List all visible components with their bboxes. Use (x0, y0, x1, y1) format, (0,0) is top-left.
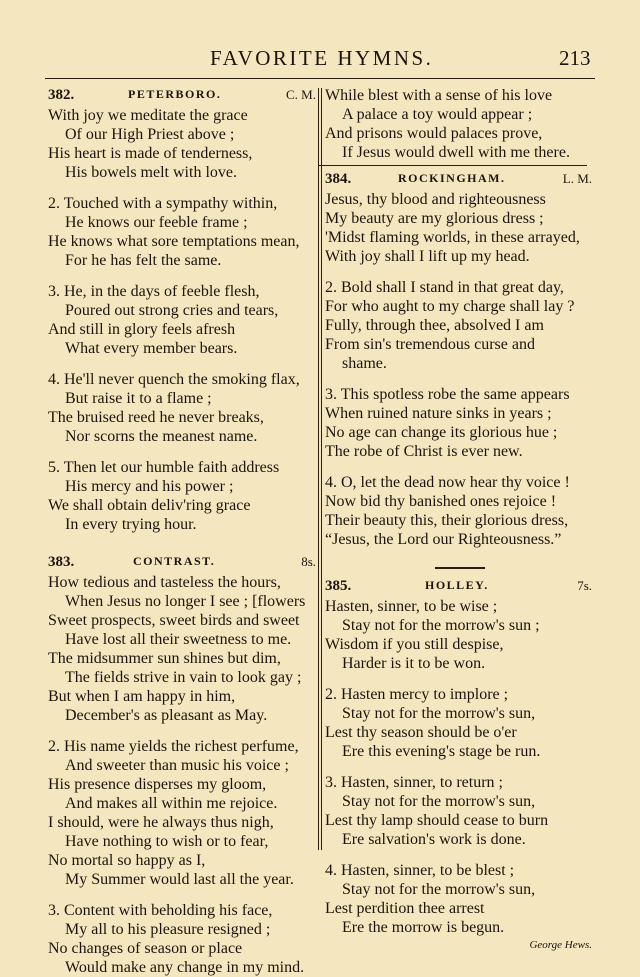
hymn-separator (48, 534, 316, 553)
hymn-line: With joy we meditate the grace (48, 107, 248, 124)
hymn-line: And still in glory feels afresh (48, 321, 236, 338)
hymn-line: When Jesus no longer I see ; [flowers (65, 593, 306, 610)
hymn-line: 3. He, in the days of feeble flesh, (48, 283, 260, 300)
hymn-line: Ere the morrow is begun. (342, 919, 505, 936)
page-title: FAVORITE HYMNS. (210, 46, 434, 70)
hymn-line: And sweeter than music his voice ; (65, 757, 289, 774)
hymn-line: The midsummer sun shines but dim, (48, 650, 281, 667)
hymn-line: Would make any change in my mind. (65, 959, 305, 976)
tune-name: HOLLEY. (425, 578, 489, 592)
hymn-line: His presence disperses my gloom, (48, 776, 267, 793)
right-column (325, 86, 592, 953)
stanza-gap (48, 725, 316, 737)
stanza (325, 385, 592, 461)
hymn-line: My Summer would last all the year. (65, 871, 294, 888)
hymn-line: 2. Hasten mercy to implore ; (325, 686, 509, 703)
hymn-line: 3. Hasten, sinner, to return ; (325, 774, 503, 791)
stanza-gap (325, 266, 592, 278)
hymn-line: And prisons would palaces prove, (325, 125, 543, 142)
meter-label: C. M. (286, 87, 316, 102)
hymn-line: Ere this evening's stage be run. (342, 743, 541, 760)
stanza (325, 190, 592, 266)
stanza (325, 861, 592, 937)
hymn-line: Harder is it to be won. (342, 655, 486, 672)
hymn-heading (48, 86, 316, 106)
hymn-line: His bowels melt with love. (65, 164, 237, 181)
hymn-line: 4. He'll never quench the smoking flax, (48, 371, 300, 388)
hymn-line: I should, were he always thus nigh, (48, 814, 274, 831)
hymn-line: Stay not for the morrow's sun, (342, 793, 536, 810)
stanza-gap (325, 673, 592, 685)
stanza-gap (325, 373, 592, 385)
hymn-number: 383. (48, 554, 75, 570)
stanza (48, 737, 316, 889)
hymn-line: Have nothing to wish or to fear, (65, 833, 269, 850)
page-header (0, 46, 640, 72)
hymn-line: shame. (342, 355, 387, 372)
page-number: 213 (559, 46, 591, 70)
hymn-line: My all to his pleasure resigned ; (65, 921, 271, 938)
meter-label: 8s. (301, 554, 316, 569)
hymn-line: No mortal so happy as I, (48, 852, 206, 869)
stanza (48, 458, 316, 534)
hymn-line: Ere salvation's work is done. (342, 831, 526, 848)
hymn-line: 4. O, let the dead now hear thy voice ! (325, 474, 570, 491)
hymn-line: My beauty are my glorious dress ; (325, 210, 544, 227)
hymn-line: Lest thy season should be o'er (325, 724, 517, 741)
hymn-line: 2. His name yields the richest perfume, (48, 738, 299, 755)
hymn-line: No age can change its glorious hue ; (325, 424, 558, 441)
hymn-line: He knows our feeble frame ; (65, 214, 248, 231)
hymn-line: “Jesus, the Lord our Righteousness.” (325, 531, 562, 548)
tune-name: PETERBORO. (128, 87, 222, 101)
stanza (325, 278, 592, 373)
hymn-line: A palace a toy would appear ; (342, 106, 533, 123)
hymn-line: Nor scorns the meanest name. (65, 428, 258, 445)
hymn-line: 2. Touched with a sympathy within, (48, 195, 278, 212)
hymn (325, 170, 592, 549)
hymn-line: Their beauty this, their glorious dress, (325, 512, 569, 529)
hymn-line: The fields strive in vain to look gay ; (65, 669, 302, 686)
stanza-gap (325, 761, 592, 773)
hymn-line: While blest with a sense of his love (325, 87, 553, 104)
hymn-line: 4. Hasten, sinner, to be blest ; (325, 862, 515, 879)
hymn (48, 553, 316, 977)
hymn-line: 2. Bold shall I stand in that great day, (325, 279, 564, 296)
meter-label: L. M. (562, 171, 592, 186)
hymn-line: The bruised reed he never breaks, (48, 409, 264, 426)
hymn-line: Lest thy lamp should cease to burn (325, 812, 549, 829)
hymn-line: When ruined nature sinks in years ; (325, 405, 552, 422)
stanza (325, 685, 592, 761)
stanza (48, 106, 316, 182)
stanza (48, 282, 316, 358)
hymn-line: For who aught to my charge shall lay ? (325, 298, 575, 315)
hymn-heading (325, 577, 592, 597)
stanza-gap (48, 889, 316, 901)
hymn-line: Now bid thy banished ones rejoice ! (325, 493, 557, 510)
hymn-line: The robe of Christ is ever new. (325, 443, 523, 460)
hymn-separator-rule (319, 165, 587, 166)
column-divider-inner (321, 88, 322, 850)
hymn-line: Sweet prospects, sweet birds and sweet (48, 612, 300, 629)
stanza (325, 473, 592, 549)
column-divider (318, 88, 319, 850)
hymn-line: Of our High Priest above ; (65, 126, 235, 143)
hymn-line: Stay not for the morrow's sun ; (342, 617, 540, 634)
stanza (325, 597, 592, 673)
hymn-line: Have lost all their sweetness to me. (65, 631, 292, 648)
separator-ornament (435, 567, 485, 569)
hymn-line: How tedious and tasteless the hours, (48, 574, 281, 591)
stanza (48, 573, 316, 725)
left-column (48, 86, 316, 977)
hymn-line: Fully, through thee, absolved I am (325, 317, 544, 334)
hymn-line: But when I am happy in him, (48, 688, 236, 705)
hymn-line: He knows what sore temptations mean, (48, 233, 300, 250)
hymn-line: Hasten, sinner, to be wise ; (325, 598, 498, 615)
tune-name: ROCKINGHAM. (398, 171, 506, 185)
hymn-line: Stay not for the morrow's sun, (342, 881, 536, 898)
hymn-line: 3. Content with beholding his face, (48, 902, 273, 919)
stanza-gap (48, 182, 316, 194)
hymn-line: We shall obtain deliv'ring grace (48, 497, 251, 514)
hymn-heading (48, 553, 316, 573)
hymn-line: What every member bears. (65, 340, 238, 357)
hymn (48, 86, 316, 534)
hymn-line: Jesus, thy blood and righteousness (325, 191, 546, 208)
hymn-number: 382. (48, 87, 75, 103)
continued-stanza (325, 86, 592, 162)
hymn-line: In every trying hour. (65, 516, 197, 533)
header-rule (45, 78, 595, 79)
hymn-line: 'Midst flaming worlds, in these arrayed, (325, 229, 580, 246)
hymn-number: 385. (325, 578, 352, 594)
stanza (325, 773, 592, 849)
stanza-gap (48, 358, 316, 370)
hymn-line: With joy shall I lift up my head. (325, 248, 530, 265)
hymn-line: No changes of season or place (48, 940, 243, 957)
stanza-gap (325, 849, 592, 861)
hymn-line: 5. Then let our humble faith address (48, 459, 280, 476)
meter-label: 7s. (577, 578, 592, 593)
stanza (48, 370, 316, 446)
hymn-line: December's as pleasant as May. (65, 707, 268, 724)
stanza (48, 901, 316, 977)
hymn-line: And makes all within me rejoice. (65, 795, 278, 812)
hymn-line: Wisdom if you still despise, (325, 636, 504, 653)
hymn-line: For he has felt the same. (65, 252, 222, 269)
hymn-line: His heart is made of tenderness, (48, 145, 253, 162)
hymn-line: From sin's tremendous curse and (325, 336, 535, 353)
stanza-gap (48, 270, 316, 282)
hymn-line: His mercy and his power ; (65, 478, 234, 495)
stanza (48, 194, 316, 270)
stanza-gap (48, 446, 316, 458)
hymn-line: Lest perdition thee arrest (325, 900, 485, 917)
hymn-line: 3. This spotless robe the same appears (325, 386, 570, 403)
author-credit: George Hews. (529, 939, 592, 951)
hymn-heading (325, 170, 592, 190)
hymn (325, 577, 592, 953)
hymn-line: Poured out strong cries and tears, (65, 302, 279, 319)
hymn-line: But raise it to a flame ; (65, 390, 212, 407)
hymn-separator (325, 549, 592, 567)
hymn-number: 384. (325, 171, 352, 187)
hymn-line: Stay not for the morrow's sun, (342, 705, 536, 722)
stanza-gap (325, 461, 592, 473)
tune-name: CONTRAST. (133, 554, 216, 568)
hymn-line: If Jesus would dwell with me there. (342, 144, 570, 161)
